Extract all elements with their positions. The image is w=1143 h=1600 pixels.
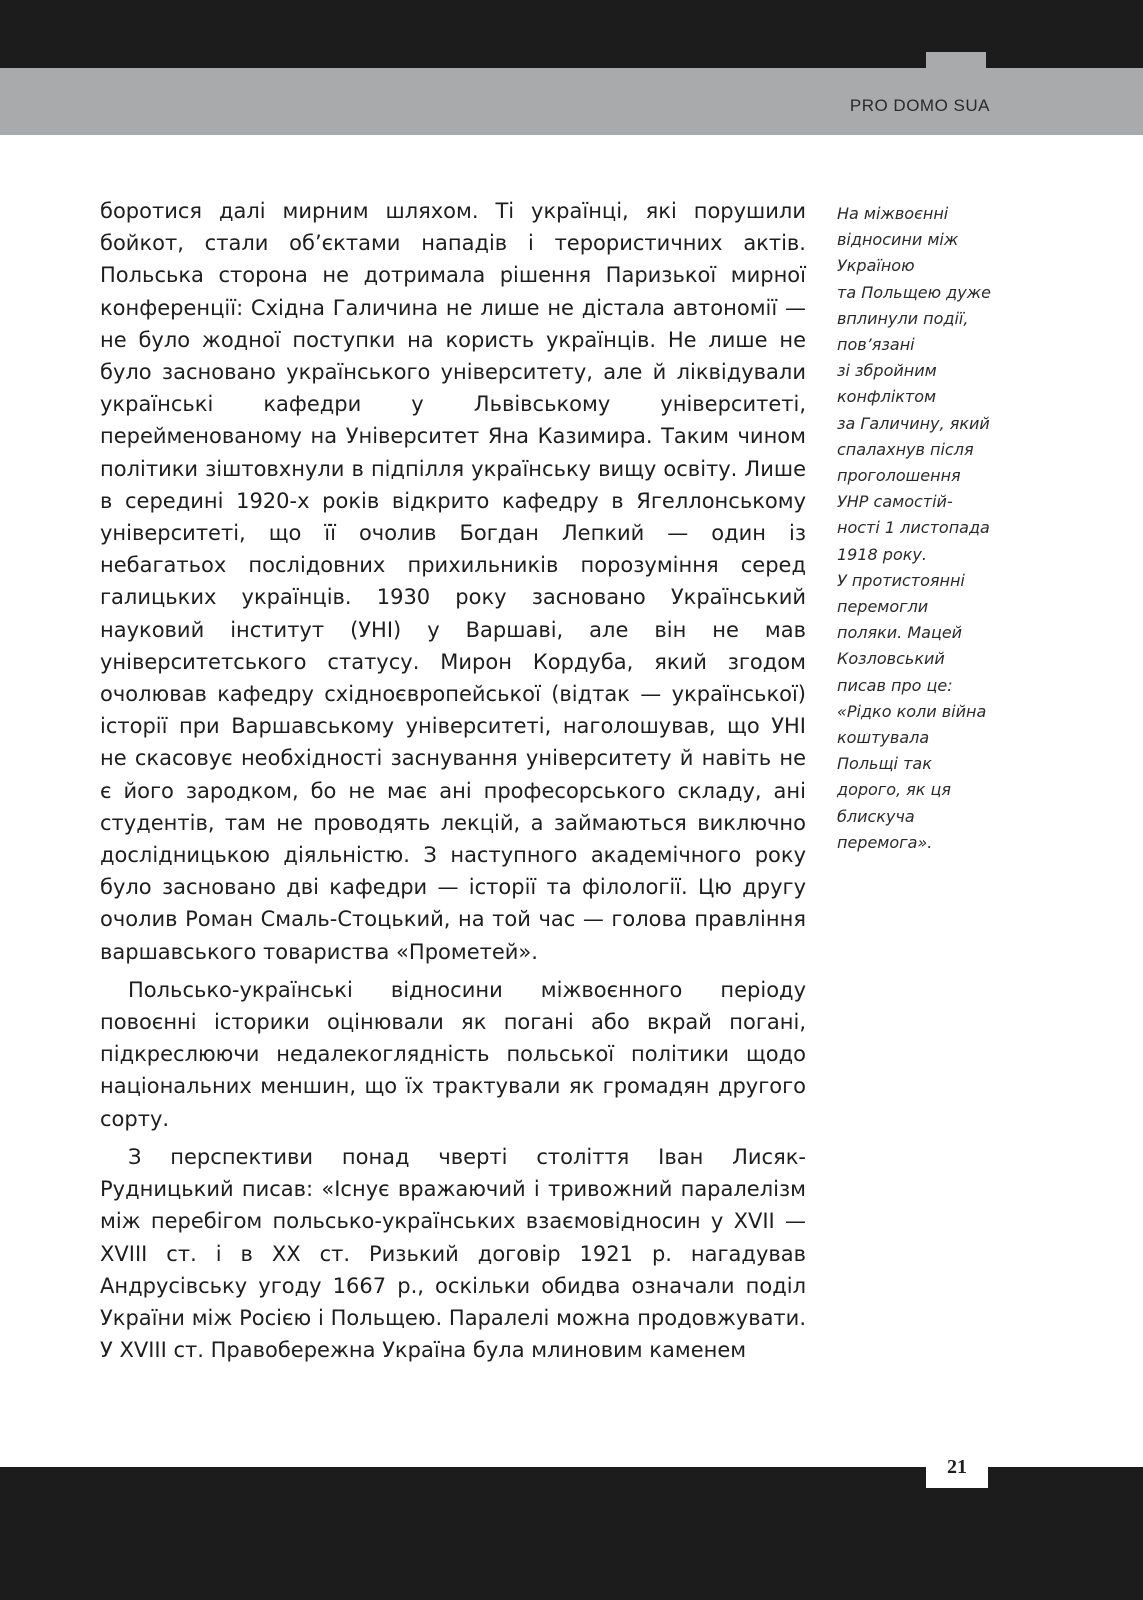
body-paragraph-1: боротися далі мирним шляхом. Ті українці, які порушили бойкот, стали об’єктами нападів і терористичних актів. Польська сторона не дотримала рішення Паризької мирної конференції: Східна Галичина не лише не дістала автономії — не було жодної поступки на користь українців. Не лише не було засновано українського університету, але й ліквідували українські кафедри у Львівському університеті, перейменованому на Університет Яна Казимира. Таким чином політики зіштовхнули в підпілля українську вищу освіту. Лише в середині 1920-х років відкрито кафедру в Ягеллонському університеті, що її очолив Богдан Лепкий — один із небагатьох послідовних прихильників порозуміння серед галицьких українців. 1930 року засновано Український науковий інститут (УНІ) у Варшаві, але він не мав університетського статусу. Мирон Кордуба, який згодом очолював кафедру східноєвропейської (відтак — української) історії при Варшавському університеті, наголошував, що УНІ не скасовує необхідності заснування університету й навіть не є його зародком, бо не має ані професорського складу, ані студентів, там не проводять лекцій, а займаються виключно дослідницькою діяльністю. З наступного академічного року було засновано дві кафедри — історії та філології. Цю другу очолив Роман Смаль-Стоцький, на той час — голова правління варшавського товариства «Прометей». bbox=[100, 199, 806, 964]
main-body-text bbox=[100, 195, 806, 1366]
body-paragraph-3: З перспективи понад чверті століття Іван Лисяк-Рудницький писав: «Існує вражаючий і тривожний паралелізм між перебігом польсько-українських взаємовідносин у XVII — XVIII ст. і в XX ст. Ризький договір 1921 р. нагадував Андрусівську угоду 1667 р., оскільки обидва означали поділ України між Росією і Польщею. Паралелі можна продовжувати. У XVIII ст. Правобережна Україна була млиновим каменем bbox=[100, 1144, 806, 1363]
running-head: PRO DOMO SUA bbox=[849, 96, 990, 115]
margin-sidenote: На міжвоєнні відносини між Україною та Польщею дуже вплинули події, пов’язані зі збройним конфліктом за Галичину, який спалахнув після проголошення УНР самостій- ності 1 листопада 1918 року. У протистоянні перемогли поляки. Мацей Козловський писав про це: «Рідко коли війна коштувала Польщі так дорого, як ця блискуча перемога». bbox=[837, 204, 991, 852]
body-paragraph-2: Польсько-українські відносини міжвоєнного періоду повоєнні історики оцінювали як погані або вкрай погані, підкреслюючи недалекоглядність польської політики щодо національних меншин, що їх трактували як громадян другого сорту. bbox=[100, 977, 806, 1131]
page-number: 21 bbox=[947, 1455, 967, 1478]
page-number-box bbox=[926, 1446, 988, 1488]
